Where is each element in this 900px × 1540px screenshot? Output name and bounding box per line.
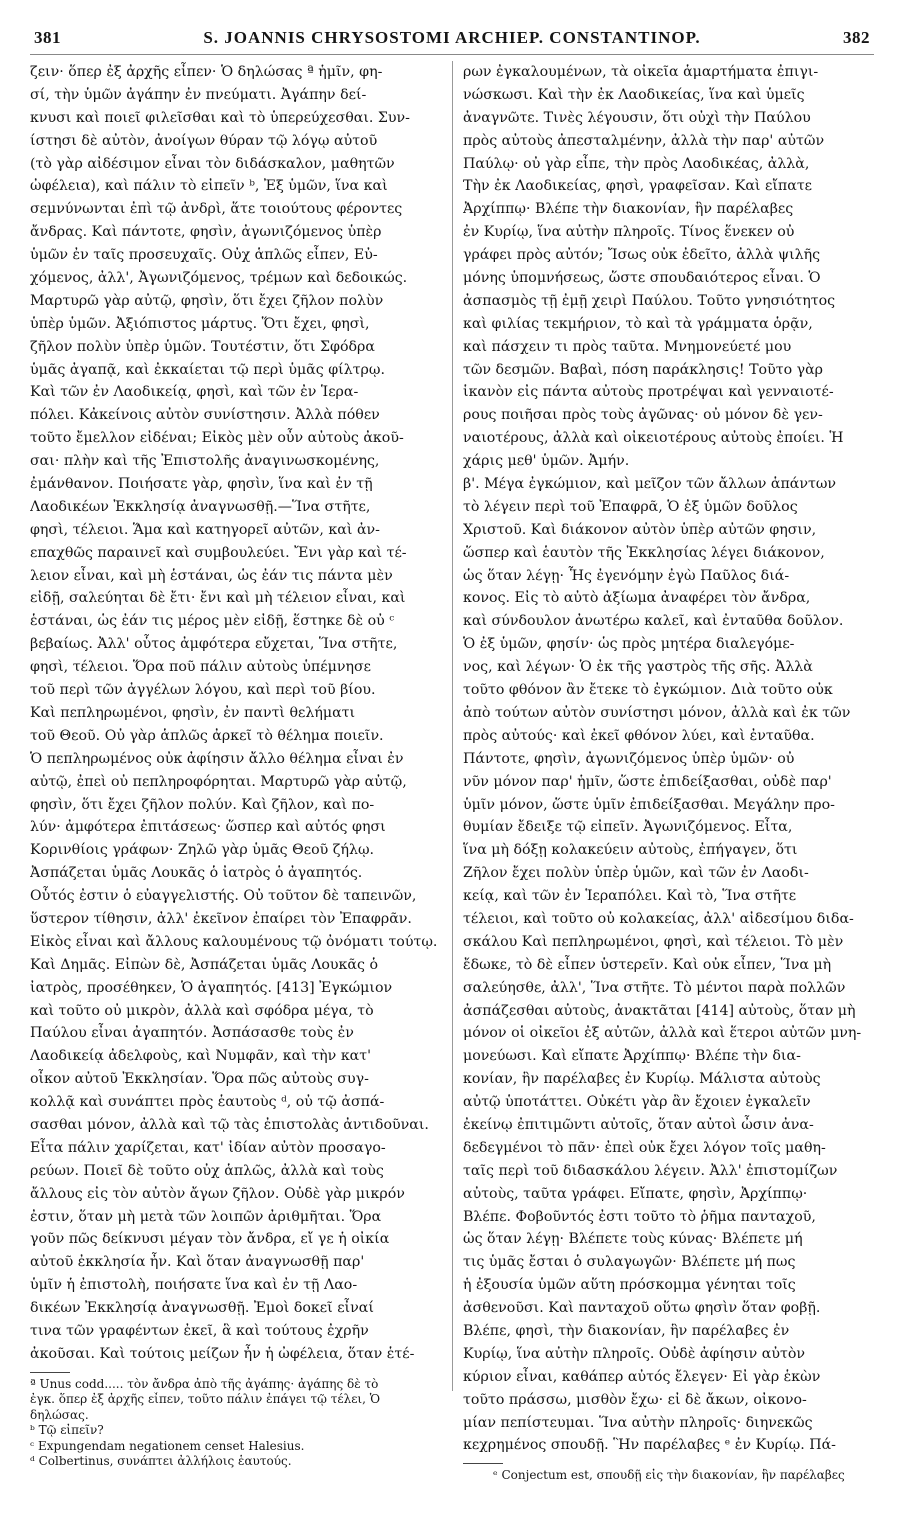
text-line: γράφει πρὸς αὐτόν; Ἴσως οὐκ ἐδεῖτο, ἀλλὰ ψιλῆς <box>463 247 821 264</box>
text-line: οἶκον αὐτοῦ Ἐκκλησίαν. Ὅρα πῶς αὐτοὺς συγ- <box>30 1071 369 1088</box>
page-number-right: 382 <box>843 28 870 47</box>
left-footnotes <box>30 1377 441 1470</box>
text-line: ἑστάναι, ὡς ἐάν τις μέρος μὲν εἰδῇ, ἕστηκε δὲ οὐ ᶜ <box>30 613 395 630</box>
footnote-line: ᵈ Colbertinus, συνάπτει ἀλλήλοις ἑαυτούς. <box>30 1454 292 1469</box>
text-line: πρὸς αὐτούς· καὶ ἐκεῖ φθόνον λύει, καὶ ἐνταῦθα. <box>463 727 815 744</box>
text-line: Ὁ ἐξ ὑμῶν, φησίν· ὡς πρὸς μητέρα διαλεγόμε- <box>463 636 795 653</box>
text-line: Παύλῳ· οὐ γὰρ εἶπε, τὴν πρὸς Λαοδικέας, ἀλλὰ, <box>463 155 810 172</box>
footnote-rule <box>463 1463 503 1464</box>
right-column <box>463 55 874 1484</box>
text-line: καὶ σύνδουλον ἀνωτέρω καλεῖ, καὶ ἐνταῦθα δοῦλον. <box>463 613 844 630</box>
text-line: τῶν δεσμῶν. Βαβαὶ, πόση παράκλησις! Τοῦτο γὰρ <box>463 361 824 378</box>
footnote-line: ᵉ Conjectum est, σπουδῇ εἰς τὴν διακονίαν, ἣν παρέλαβες <box>493 1468 845 1483</box>
text-line: λειον εἶναι, καὶ μὴ ἑστάναι, ὡς ἐάν τις πάντα μὲν <box>30 567 393 584</box>
text-line: ίστησι δὲ αὐτὸν, ἀνοίγων θύραν τῷ λόγῳ αὐτοῦ <box>30 132 378 149</box>
text-line: ταῖς περὶ τοῦ διδασκάλου λέγειν. Ἀλλ' ἐπιστομίζων <box>463 1162 838 1179</box>
text-line: Εἶτα πάλιν χαρίζεται, κατ' ἰδίαν αὐτὸν προσαγο- <box>30 1139 386 1156</box>
text-line: ἐκείνῳ ἐπιτιμῶντι αὐτοῖς, ὅταν αὐτοὶ ὦσιν ἀνα- <box>463 1116 814 1133</box>
footnote-line: ᶜ Expungendam negationem censet Halesius. <box>30 1438 305 1453</box>
running-title: S. JOANNIS CHRYSOSTOMI ARCHIEP. CONSTANTINOP. <box>203 28 701 47</box>
text-line: κονίαν, ἣν παρέλαβες ἐν Κυρίῳ. Μάλιστα αὐτοὺς <box>463 1071 821 1088</box>
text-line: Καὶ πεπληρωμένοι, φησὶν, ἐν παντὶ θελήματι <box>30 704 356 721</box>
text-line: Λαοδικείᾳ ἀδελφοὺς, καὶ Νυμφᾶν, καὶ τὴν κατ' <box>30 1048 372 1065</box>
text-line: ὠφέλεια), καὶ πάλιν τὸ εἰπεῖν ᵇ, Ἐξ ὑμῶν, ἵνα καὶ <box>30 178 388 195</box>
text-line: μόνης ὑπομνήσεως, ὥστε σπουδαιότερος εἶναι. Ὁ <box>463 270 821 287</box>
text-line: καὶ τοῦτο οὐ μικρὸν, ἀλλὰ καὶ σφόδρα μέγα, τὸ <box>30 1002 374 1019</box>
text-line: πόλει. Κἀκείνοις αὐτὸν συνίστησιν. Ἀλλὰ πόθεν <box>30 407 380 424</box>
text-line: Ἀσπάζεται ὑμᾶς Λουκᾶς ὁ ἰατρὸς ὁ ἀγαπητός. <box>30 865 363 882</box>
text-line: ἀσθενοῦσι. Καὶ πανταχοῦ οὕτω φησὶν ὅταν φοβῇ. <box>463 1300 821 1317</box>
text-line: καὶ φιλίας τεκμήριον, τὸ καὶ τὰ γράμματα ὁρᾷν, <box>463 315 813 332</box>
text-line: Ὁ πεπληρωμένος οὐκ ἀφίησιν ἄλλο θέλημα εἶναι ἐν <box>30 750 404 767</box>
text-line: αὐτοῦ ἐκκλησία ἦν. Καὶ ὅταν ἀναγνωσθῇ παρ' <box>30 1254 365 1271</box>
text-line: μίαν πεπίστευμαι. Ἵνα αὐτὴν πληροῖς· διηνεκῶς <box>463 1414 813 1431</box>
text-line: λύν· ἀμφότερα ἐπιτάσεως· ὥσπερ καὶ αὐτός φησι <box>30 819 386 836</box>
text-line: σασθαι μόνον, ἀλλὰ καὶ τῷ τὰς ἐπιστολὰς ἀντιδοῦναι. <box>30 1116 429 1133</box>
text-line: πρὸς αὐτοὺς ἀπεσταλμένην, ἀλλὰ τὴν παρ' αὐτῶν <box>463 132 825 149</box>
text-line: Λαοδικέων Ἐκκλησίᾳ ἀναγνωσθῇ.—Ἵνα στῆτε, <box>30 498 371 515</box>
text-line: νῦν μόνον παρ' ἡμῖν, ὥστε ἐπιδείξασθαι, οὐδὲ παρ' <box>463 773 832 790</box>
text-line: ἀπὸ τούτων αὐτὸν συνίστησι μόνον, ἀλλὰ καὶ ἐκ τῶν <box>463 704 851 721</box>
text-line: τὸ λέγειν περὶ τοῦ Ἐπαφρᾶ, Ὁ ἐξ ὑμῶν δοῦλος <box>463 498 798 515</box>
text-line: τοῦ Θεοῦ. Οὐ γὰρ ἁπλῶς ἀρκεῖ τὸ θέλημα ποιεῖν. <box>30 727 384 744</box>
text-line: δικέων Ἐκκλησίᾳ ἀναγνωσθῇ. Ἐμοὶ δοκεῖ εἶναί <box>30 1300 374 1317</box>
text-line: Πάντοτε, φησὶν, ἀγωνιζόμενος ὑπὲρ ὑμῶν· οὐ <box>463 750 795 767</box>
text-line: ὡς ὅταν λέγῃ· Ἧς ἐγενόμην ἐγὼ Παῦλος διά- <box>463 567 790 584</box>
text-line: ὡς ὅταν λέγῃ· Βλέπετε τοὺς κύνας· Βλέπετε μή <box>463 1231 803 1248</box>
text-line: τοῦ περὶ τῶν ἀγγέλων λόγου, καὶ περὶ τοῦ βίου. <box>30 682 376 699</box>
text-line: ἀσπασμὸς τῇ ἐμῇ χειρὶ Παύλου. Τοῦτο γνησιότητος <box>463 292 836 309</box>
text-line: κείᾳ, καὶ τῶν ἐν Ἱεραπόλει. Καὶ τὸ, Ἵνα στῆτε <box>463 888 797 905</box>
text-line: Κορινθίοις γράφων· Ζηλῶ γὰρ ὑμᾶς Θεοῦ ζήλῳ. <box>30 842 375 859</box>
text-line: ρων ἐγκαλουμένων, τὰ οἰκεῖα ἁμαρτήματα ἐπιγι- <box>463 64 819 80</box>
text-line: Μαρτυρῶ γὰρ αὐτῷ, φησὶν, ὅτι ἔχει ζῆλον πολὺν <box>30 292 384 309</box>
text-line: μόνον οἱ οἰκεῖοι ἐξ αὐτῶν, ἀλλὰ καὶ ἕτεροι αὐτῶν μνη- <box>463 1025 862 1042</box>
text-line: τινα τῶν γραφέντων ἐκεῖ, ἃ καὶ τούτους ἐχρῆν <box>30 1322 369 1339</box>
text-line: αὐτοὺς, ταῦτα γράφει. Εἴπατε, φησὶν, Ἀρχίππῳ· <box>463 1185 808 1202</box>
text-line: ἀναγνῶτε. Τινὲς λέγουσιν, ὅτι οὐχὶ τὴν Παύλου <box>463 109 811 126</box>
text-line: ὑμῶν ἐν ταῖς προσευχαῖς. Οὐχ ἁπλῶς εἶπεν, Εὐ- <box>30 247 378 264</box>
text-line: ἄλλους εἰς τὸν αὐτὸν ἄγων ζῆλον. Οὐδὲ γὰρ μικρόν <box>30 1185 405 1202</box>
footnote-line: ἐγκ. ὅπερ ἐξ ἀρχῆς εἶπεν, τοῦτο πάλιν ἐπάγει τῷ τέλει, Ὁ <box>30 1392 381 1407</box>
right-column-text <box>463 55 874 1457</box>
text-line: Παύλου εἶναι ἀγαπητόν. Ἀσπάσασθε τοὺς ἐν <box>30 1025 354 1042</box>
text-line: γοῦν πῶς δείκνυσι μέγαν τὸν ἄνδρα, εἴ γε ἡ οἰκία <box>30 1231 390 1248</box>
text-line: χάρις μεθ' ὑμῶν. Ἀμήν. <box>463 453 630 470</box>
text-line: τοῦτο πράσσω, μισθὸν ἔχω· εἰ δὲ ἄκων, οἰκονο- <box>463 1391 807 1408</box>
text-line: φησὶ, τέλειοι. Ἅμα καὶ κατηγορεῖ αὐτῶν, καὶ ἀν- <box>30 521 380 538</box>
text-line: ναιοτέρους, ἀλλὰ καὶ οἰκειοτέρους αὐτοὺς ἐποίει. Ἡ <box>463 430 844 447</box>
footnote-line: δηλώσας. <box>30 1407 89 1422</box>
text-line: ἐστιν, ὅταν μὴ μετὰ τῶν λοιπῶν ἀριθμῆται. Ὅρα <box>30 1208 382 1225</box>
text-line: καὶ πάσχειν τι πρὸς ταῦτα. Μνημονεύετέ μου <box>463 338 792 355</box>
footnote-line: ᵇ Τῷ εἰπεῖν? <box>30 1423 104 1438</box>
text-line: β'. Μέγα ἐγκώμιον, καὶ μεῖζον τῶν ἄλλων ἁπάντων <box>463 476 837 493</box>
text-line: Ἀρχίππῳ· Βλέπε τὴν διακονίαν, ἣν παρέλαβες <box>463 201 794 218</box>
text-line: σκάλου Καὶ πεπληρωμένοι, φησὶ, καὶ τέλειοι. Τὸ μὲν <box>463 933 844 950</box>
text-line: αὐτῷ, ἐπεὶ οὐ πεπληροφόρηται. Μαρτυρῶ γὰρ αὐτῷ, <box>30 773 407 790</box>
text-line: κολλᾷ καὶ συνάπτει πρὸς ἑαυτοὺς ᵈ, οὐ τῷ ἀσπά- <box>30 1094 385 1111</box>
right-footnotes <box>463 1468 874 1484</box>
text-line: νώσκωσι. Καὶ τὴν ἐκ Λαοδικείας, ἵνα καὶ ὑμεῖς <box>463 86 805 103</box>
text-line: τοῦτο φθόνον ἂν ἔτεκε τὸ ἐγκώμιον. Διὰ τοῦτο οὐκ <box>463 682 833 699</box>
text-line: κύριον εἶναι, καθάπερ αὐτός ἔλεγεν· Εἰ γὰρ ἑκὼν <box>463 1368 821 1385</box>
text-line: ὑμᾶς ἀγαπᾷ, καὶ ἐκκαίεται τῷ περὶ ὑμᾶς φίλτρῳ. <box>30 361 385 378</box>
text-line: νος, καὶ λέγων· Ὁ ἐκ τῆς γαστρὸς τῆς σῆς. Ἀλλὰ <box>463 659 813 676</box>
text-line: Καὶ τῶν ἐν Λαοδικείᾳ, φησὶ, καὶ τῶν ἐν Ἱερα- <box>30 384 359 401</box>
text-line: αὐτῷ ὑποτάττει. Οὐκέτι γὰρ ἂν ἔχοιεν ἐγκαλεῖν <box>463 1094 811 1111</box>
text-line: Οὗτός ἐστιν ὁ εὐαγγελιστής. Οὐ τοῦτον δὲ ταπεινῶν, <box>30 888 417 905</box>
left-column <box>30 55 441 1484</box>
left-column-text <box>30 55 441 1366</box>
running-header <box>30 28 874 54</box>
text-line: (τὸ γὰρ αἰδέσιμον εἶναι τὸν διδάσκαλον, μαθητῶν <box>30 155 395 172</box>
text-line: φησὶ, τέλειοι. Ὅρα ποῦ πάλιν αὐτοὺς ὑπέμνησε <box>30 659 371 676</box>
text-line: ὑμῖν ἡ ἐπιστολὴ, ποιήσατε ἵνα καὶ ἐν τῇ Λαο- <box>30 1277 358 1294</box>
text-line: φησὶν, ὅτι ἔχει ζῆλον πολύν. Καὶ ζῆλον, καὶ πο- <box>30 796 375 813</box>
text-line: ἐν Κυρίῳ, ἵνα αὐτὴν πληροῖς. Τίνος ἕνεκεν οὐ <box>463 224 795 241</box>
text-line: κεχρημένος σπουδῇ. Ἣν παρέλαβες ᵉ ἐν Κυρίῳ. Πά- <box>463 1437 836 1454</box>
text-columns <box>30 54 874 1484</box>
text-line: τις ὑμᾶς ἔσται ὁ συλαγωγῶν· Βλέπετε μή πως <box>463 1254 796 1271</box>
text-line: Χριστοῦ. Καὶ διάκονον αὐτὸν ὑπὲρ αὐτῶν φησιν, <box>463 521 817 538</box>
text-line: δεδεγμένοι τὸ πᾶν· ἐπεὶ οὐκ ἔχει λόγον τοῖς μαθη- <box>463 1139 826 1156</box>
text-line: Βλέπε, φησὶ, τὴν διακονίαν, ἣν παρέλαβες ἐν <box>463 1322 790 1339</box>
text-line: σί, τὴν ὑμῶν ἀγάπην ἐν πνεύματι. Ἀγάπην δεί- <box>30 86 367 103</box>
text-line: χόμενος, ἀλλ', Ἀγωνιζόμενος, τρέμων καὶ δεδοικώς. <box>30 270 408 287</box>
text-line: σαι· πλὴν καὶ τῆς Ἐπιστολῆς ἀναγινωσκομένης, <box>30 453 380 470</box>
text-line: ἡ ἐξουσία ὑμῶν αὕτη πρόσκομμα γένηται τοῖς <box>463 1277 796 1294</box>
text-line: ἱκανὸν εἰς πάντα αὐτοὺς προτρέψαι καὶ γενναιοτέ- <box>463 384 834 401</box>
text-line: ὑμῖν μόνον, ὥστε ὑμῖν ἐπιδείξασθαι. Μεγάλην προ- <box>463 796 835 813</box>
text-line: ρους ποιῆσαι πρὸς τοὺς ἀγῶνας· οὐ μόνον δὲ γεν- <box>463 407 823 424</box>
text-line: θυμίαν ἔδειξε τῷ εἰπεῖν. Ἀγωνιζόμενος. Εἶτα, <box>463 819 793 836</box>
text-line: Ζῆλον ἔχει πολὺν ὑπὲρ ὑμῶν, καὶ τῶν ἐν Λαοδι- <box>463 865 809 882</box>
text-line: ρεύων. Ποιεῖ δὲ τοῦτο οὐχ ἁπλῶς, ἀλλὰ καὶ τοὺς <box>30 1162 384 1179</box>
page-number-left: 381 <box>34 28 61 47</box>
text-line: επαχθῶς παραινεῖ καὶ συμβουλεύει. Ἔνι γὰρ καὶ τέ- <box>30 544 407 561</box>
text-line: τοῦτο ἔμελλον εἰδέναι; Εἰκὸς μὲν οὖν αὐτοὺς ἀκοῦ- <box>30 430 404 447</box>
text-line: ἄνδρας. Καὶ πάντοτε, φησὶν, ἀγωνιζόμενος ὑπὲρ <box>30 224 382 241</box>
text-line: ὕστερον τίθησιν, ἀλλ' ἐκεῖνον ἐπαίρει τὸν Ἐπαφρᾶν. <box>30 910 412 927</box>
text-line: ζειν· ὅπερ ἐξ ἀρχῆς εἶπεν· Ὁ δηλώσας ª ἡμῖν, φη- <box>30 64 383 80</box>
text-line: ἵνα μὴ δόξῃ κολακεύειν αὐτοὺς, ἐπήγαγεν, ὅτι <box>463 842 798 859</box>
text-line: ἀκοῦσαι. Καὶ τούτοις μείζων ἦν ἡ ὠφέλεια, ὅταν ἑτέ- <box>30 1345 415 1362</box>
text-line: Εἰκὸς εἶναι καὶ ἄλλους καλουμένους τῷ ὀνόματι τούτῳ. <box>30 933 438 950</box>
text-line: σαλεύησθε, ἀλλ', Ἵνα στῆτε. Τὸ μέντοι παρὰ πολλῶν <box>463 979 846 996</box>
footnote-rule <box>30 1372 70 1373</box>
text-line: Βλέπε. Φοβοῦντός ἐστι τοῦτο τὸ ῥῆμα πανταχοῦ, <box>463 1208 816 1225</box>
text-line: ὥσπερ καὶ ἑαυτὸν τῆς Ἐκκλησίας λέγει διάκονον, <box>463 544 825 561</box>
footnote-line: ª Unus codd..... τὸν ἄνδρα ἀπὸ τῆς ἀγάπης· ἀγάπης δὲ τὸ <box>30 1376 379 1391</box>
text-line: εἰδῇ, σαλεύηται δὲ ἔτι· ἔνι καὶ μὴ τέλειον εἶναι, καὶ <box>30 590 406 607</box>
text-line: ἰατρὸς, προσέθηκεν, Ὁ ἀγαπητός. [413] Ἐγκώμιον <box>30 979 393 996</box>
text-line: ἐμάνθανον. Ποιήσατε γὰρ, φησὶν, ἵνα καὶ ἐν τῇ <box>30 476 373 493</box>
text-line: σεμνύνωνται ἐπὶ τῷ ἀνδρὶ, ἅτε τοιούτους φέροντες <box>30 201 403 218</box>
text-line: ὑπὲρ ὑμῶν. Ἀξιόπιστος μάρτυς. Ὅτι ἔχει, φησὶ, <box>30 315 370 332</box>
text-line: Κυρίῳ, ἵνα αὐτὴν πληροῖς. Οὐδὲ ἀφίησιν αὐτὸν <box>463 1345 806 1362</box>
text-line: κνυσι καὶ ποιεῖ φιλεῖσθαι καὶ τὸ ὑπερεύχεσθαι. Συν- <box>30 109 410 126</box>
text-line: βεβαίως. Ἀλλ' οὗτος ἀμφότερα εὔχεται, Ἵνα στῆτε, <box>30 636 398 653</box>
text-line: μονεύωσι. Καὶ εἴπατε Ἀρχίππῳ· Βλέπε τὴν δια- <box>463 1048 801 1065</box>
text-line: κονος. Εἰς τὸ αὐτὸ ἀξίωμα ἀναφέρει τὸν ἄνδρα, <box>463 590 811 607</box>
text-line: τέλειοι, καὶ τοῦτο οὐ κολακείας, ἀλλ' αἰδεσίμου διδα- <box>463 910 854 927</box>
text-line: ἔδωκε, τὸ δὲ εἶπεν ὑστερεῖν. Καὶ οὐκ εἶπεν, Ἵνα μὴ <box>463 956 832 973</box>
text-line: Καὶ Δημᾶς. Εἰπὼν δὲ, Ἀσπάζεται ὑμᾶς Λουκᾶς ὁ <box>30 956 379 973</box>
text-line: ἀσπάζεσθαι αὐτοὺς, ἀνακτᾶται [414] αὐτοὺς, ὅταν μὴ <box>463 1002 856 1019</box>
text-line: Τὴν ἐκ Λαοδικείας, φησὶ, γραφεῖσαν. Καὶ εἴπατε <box>463 178 813 195</box>
text-line: ζῆλον πολὺν ὑπὲρ ὑμῶν. Τουτέστιν, ὅτι Σφόδρα <box>30 338 375 355</box>
